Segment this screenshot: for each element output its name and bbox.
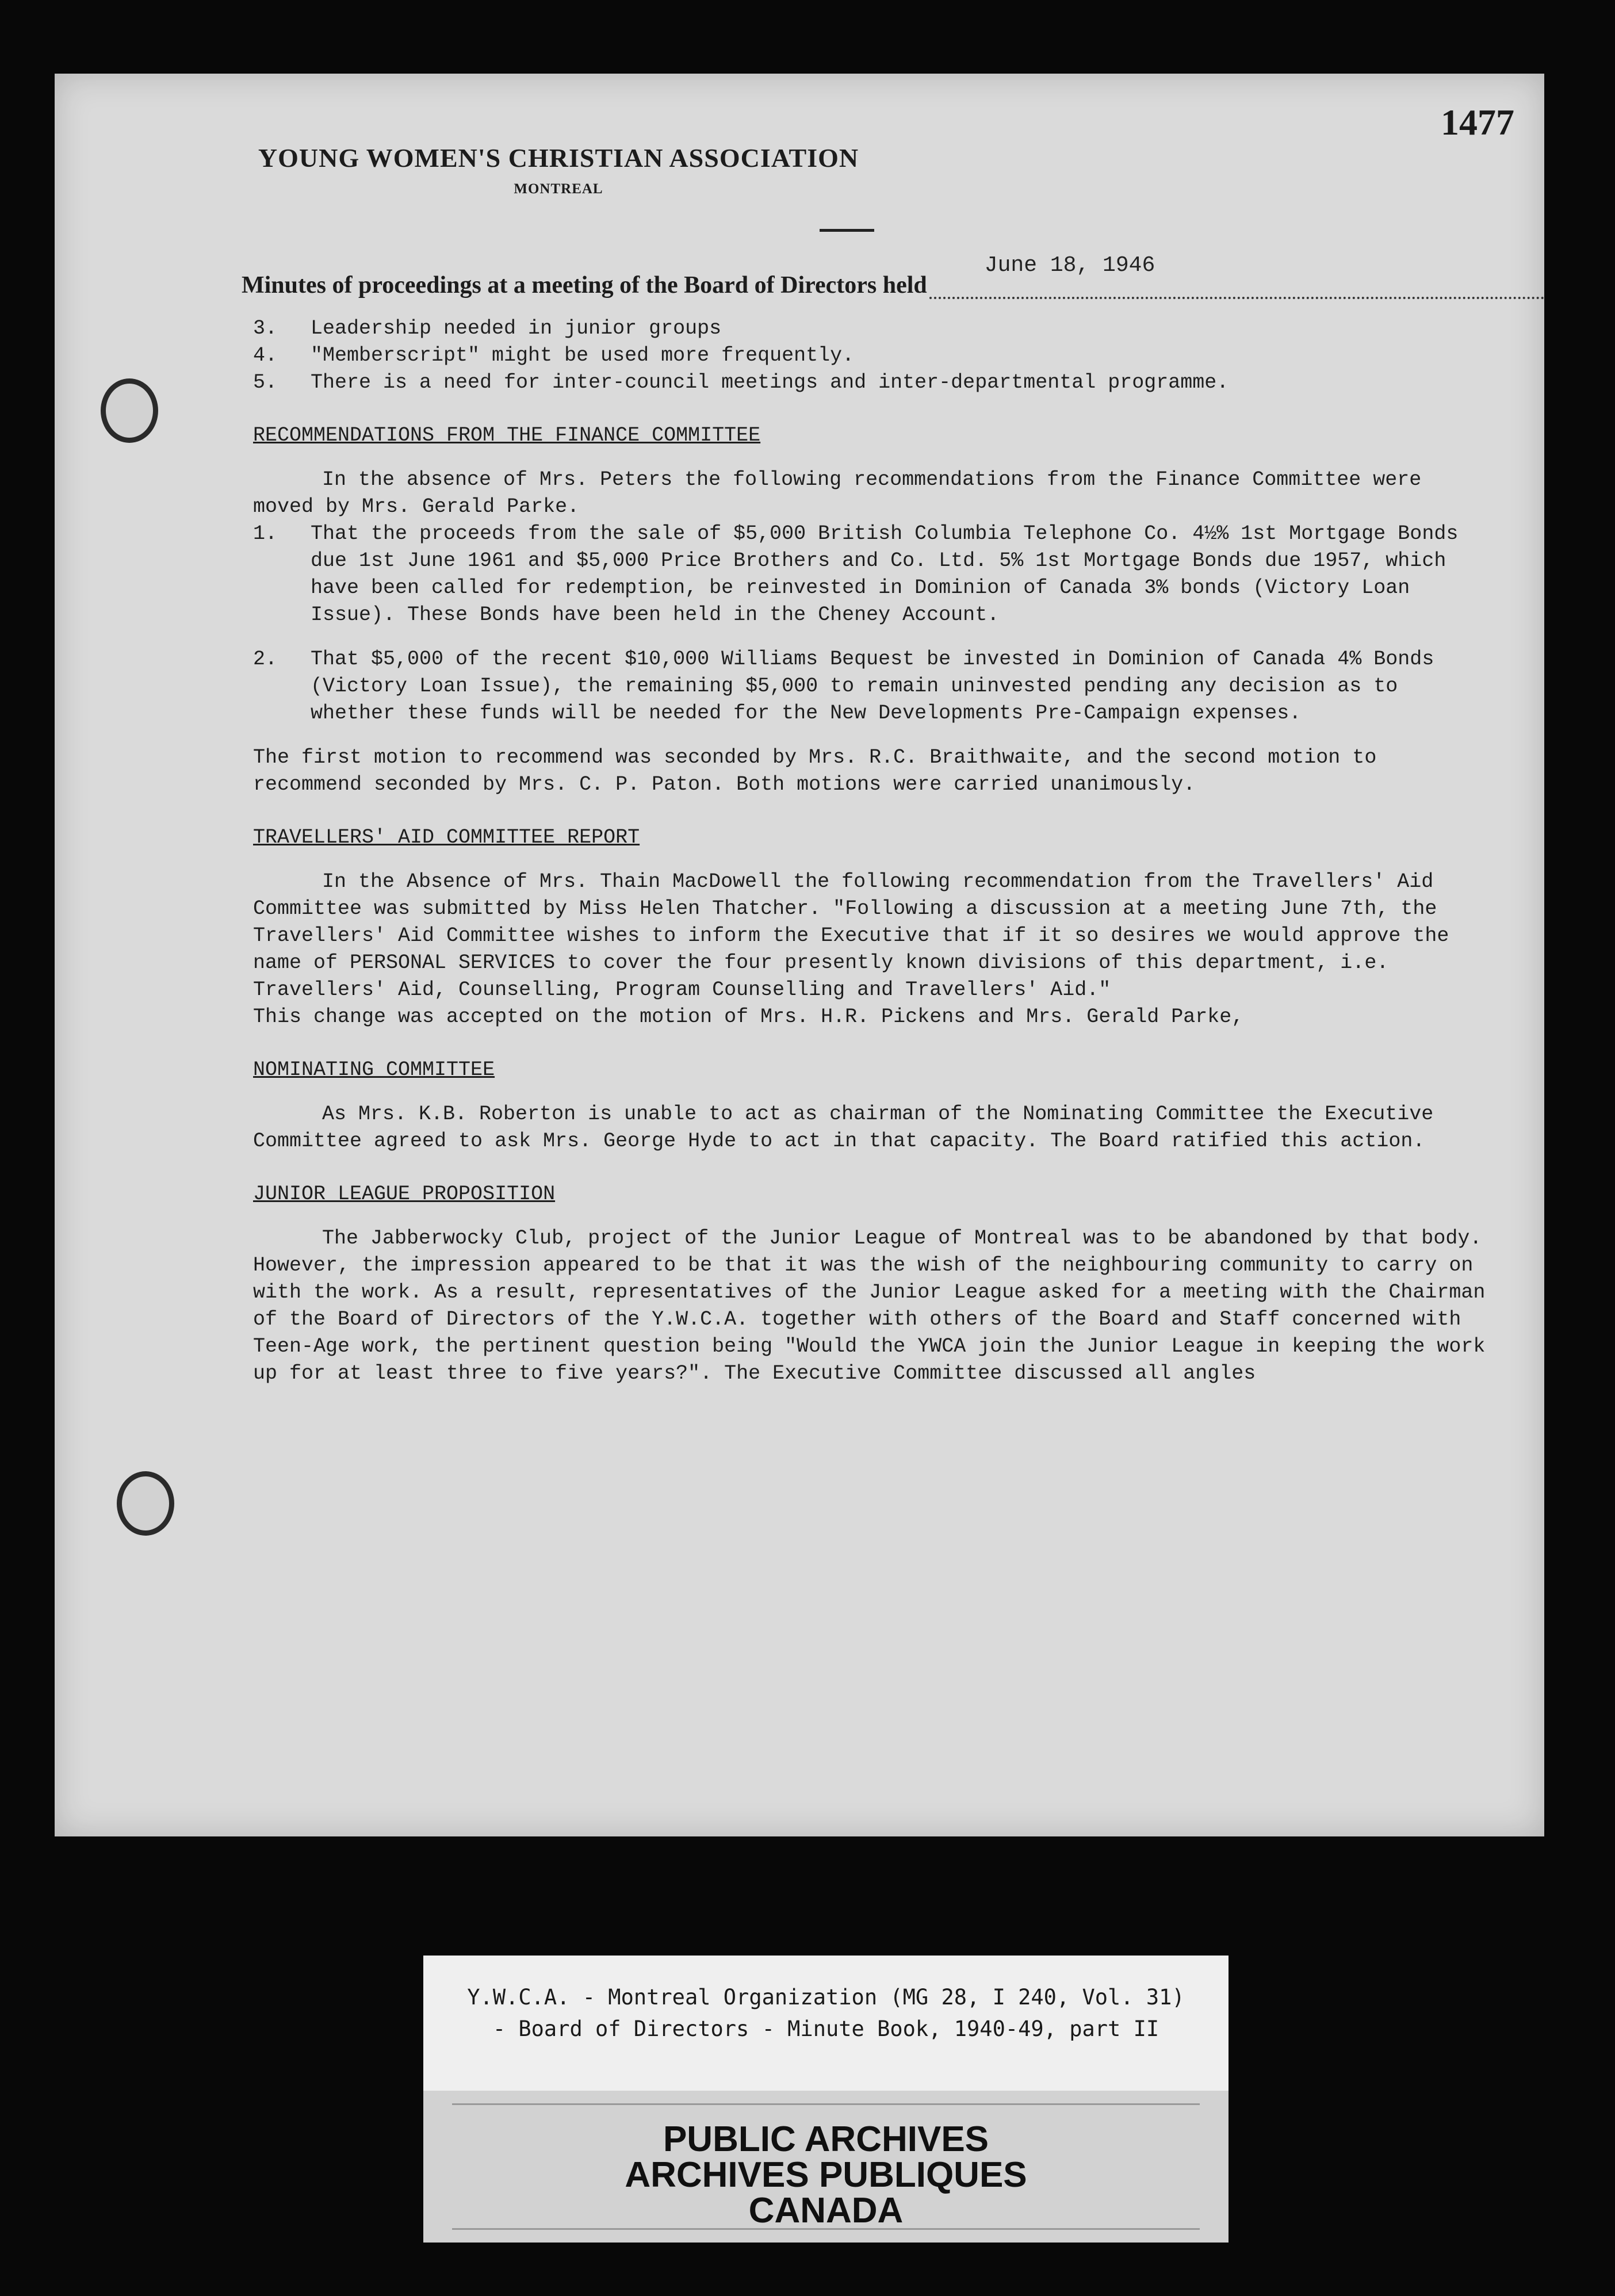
stamp-line: PUBLIC ARCHIVES <box>663 2119 989 2159</box>
item-text: "Memberscript" might be used more frequently. <box>311 344 855 367</box>
item-number: 4. <box>253 344 278 367</box>
meeting-label: Minutes of proceedings at a meeting of the Board of Directors held <box>242 272 927 299</box>
item-text: That $5,000 of the recent $10,000 Williams Bequest be invested in Dominion of Canada 4% Bonds (Victory Loan Issue), the remaining $5,000 to remain uninvested pending any decision as to whether these funds will be needed for the New Developments Pre-Campaign expenses. <box>311 648 1434 725</box>
travellers-paragraph: In the Absence of Mrs. Thain MacDowell the following recommendation from the Travellers' Aid Committee was submitted by Miss Helen Thatcher. "Following a discussion at a meeting June 7th, the Travellers' Aid Committee wishes to inform the Executive that if it so desires we would approve the name of PERSONAL SERVICES to cover the four presently known divisions of this department, i.e. Travellers' Aid, Counselling, Program Counselling and Travellers' Aid." <box>253 870 1449 1001</box>
meeting-line <box>242 253 1544 299</box>
travellers-closing: This change was accepted on the motion of Mrs. H.R. Pickens and Mrs. Gerald Parke, <box>253 1005 1244 1028</box>
recommendation-item <box>253 521 1490 629</box>
item-text: There is a need for inter-council meetings and inter-departmental programme. <box>311 371 1229 394</box>
organization-name: YOUNG WOMEN'S CHRISTIAN ASSOCIATION <box>258 143 859 173</box>
meeting-date-field <box>929 253 1544 299</box>
letterhead <box>55 143 1062 197</box>
finance-closing: The first motion to recommend was seconded by Mrs. R.C. Braithwaite, and the second motion to recommend seconded by Mrs. C. P. Paton. Both motions were carried unanimously. <box>253 746 1377 796</box>
punch-hole-top <box>101 378 158 443</box>
organization-city: MONTREAL <box>514 181 603 197</box>
minutes-page <box>55 74 1544 1836</box>
item-number: 3. <box>253 317 278 340</box>
archive-reference-label <box>423 1956 1229 2091</box>
item-number: 5. <box>253 371 278 394</box>
stamp-line: ARCHIVES PUBLIQUES <box>625 2155 1027 2195</box>
item-number: 1. <box>253 522 278 545</box>
recommendation-item <box>253 646 1490 727</box>
punch-hole-bottom <box>117 1471 174 1536</box>
nominating-paragraph: As Mrs. K.B. Roberton is unable to act as chairman of the Nominating Committee the Executive Committee agreed to ask Mrs. George Hyde to act in that capacity. The Board ratified this action. <box>253 1103 1434 1153</box>
item-text: That the proceeds from the sale of $5,000 British Columbia Telephone Co. 4½% 1st Mortgage Bonds due 1st June 1961 and $5,000 Price Brothers and Co. Ltd. 5% 1st Mortgage Bonds due 1957, which have been called for redemption, be reinvested in Dominion of Canada 3% bonds (Victory Loan Issue). These Bonds have been held in the Cheney Account. <box>311 522 1459 626</box>
list-item <box>253 342 1490 369</box>
finance-heading: RECOMMENDATIONS FROM THE FINANCE COMMITTEE <box>253 424 761 447</box>
letterhead-rule <box>820 229 874 232</box>
archive-reference-line: - Board of Directors - Minute Book, 1940-49, part II <box>492 2016 1159 2041</box>
list-item <box>253 315 1490 342</box>
minutes-body <box>253 315 1490 1387</box>
archive-stamp <box>423 2091 1229 2243</box>
archive-reference-line: Y.W.C.A. - Montreal Organization (MG 28, I 240, Vol. 31) <box>467 1985 1185 2010</box>
item-number: 2. <box>253 648 278 671</box>
item-text: Leadership needed in junior groups <box>311 317 722 340</box>
meeting-date: June 18, 1946 <box>984 253 1155 278</box>
stamp-line: CANADA <box>748 2191 904 2230</box>
travellers-heading: TRAVELLERS' AID COMMITTEE REPORT <box>253 826 640 849</box>
page-number: 1477 <box>1441 102 1514 143</box>
nominating-heading: NOMINATING COMMITTEE <box>253 1058 495 1081</box>
finance-intro: In the absence of Mrs. Peters the following recommendations from the Finance Committee were moved by Mrs. Gerald Parke. <box>253 468 1422 518</box>
junior-league-paragraph: The Jabberwocky Club, project of the Junior League of Montreal was to be abandoned by that body. However, the impression appeared to be that it was the wish of the neighbouring community to carry on with the work. As a result, representatives of the Junior League asked for a meeting with the Chairman of the Board of Directors of the Y.W.C.A. together with others of the Board and Staff concerned with Teen-Age work, the pertinent question being "Would the YWCA join the Junior League in keeping the work up for at least three to five years?". The Executive Committee discussed all angles <box>253 1227 1486 1385</box>
junior-league-heading: JUNIOR LEAGUE PROPOSITION <box>253 1183 556 1206</box>
list-item <box>253 369 1490 396</box>
